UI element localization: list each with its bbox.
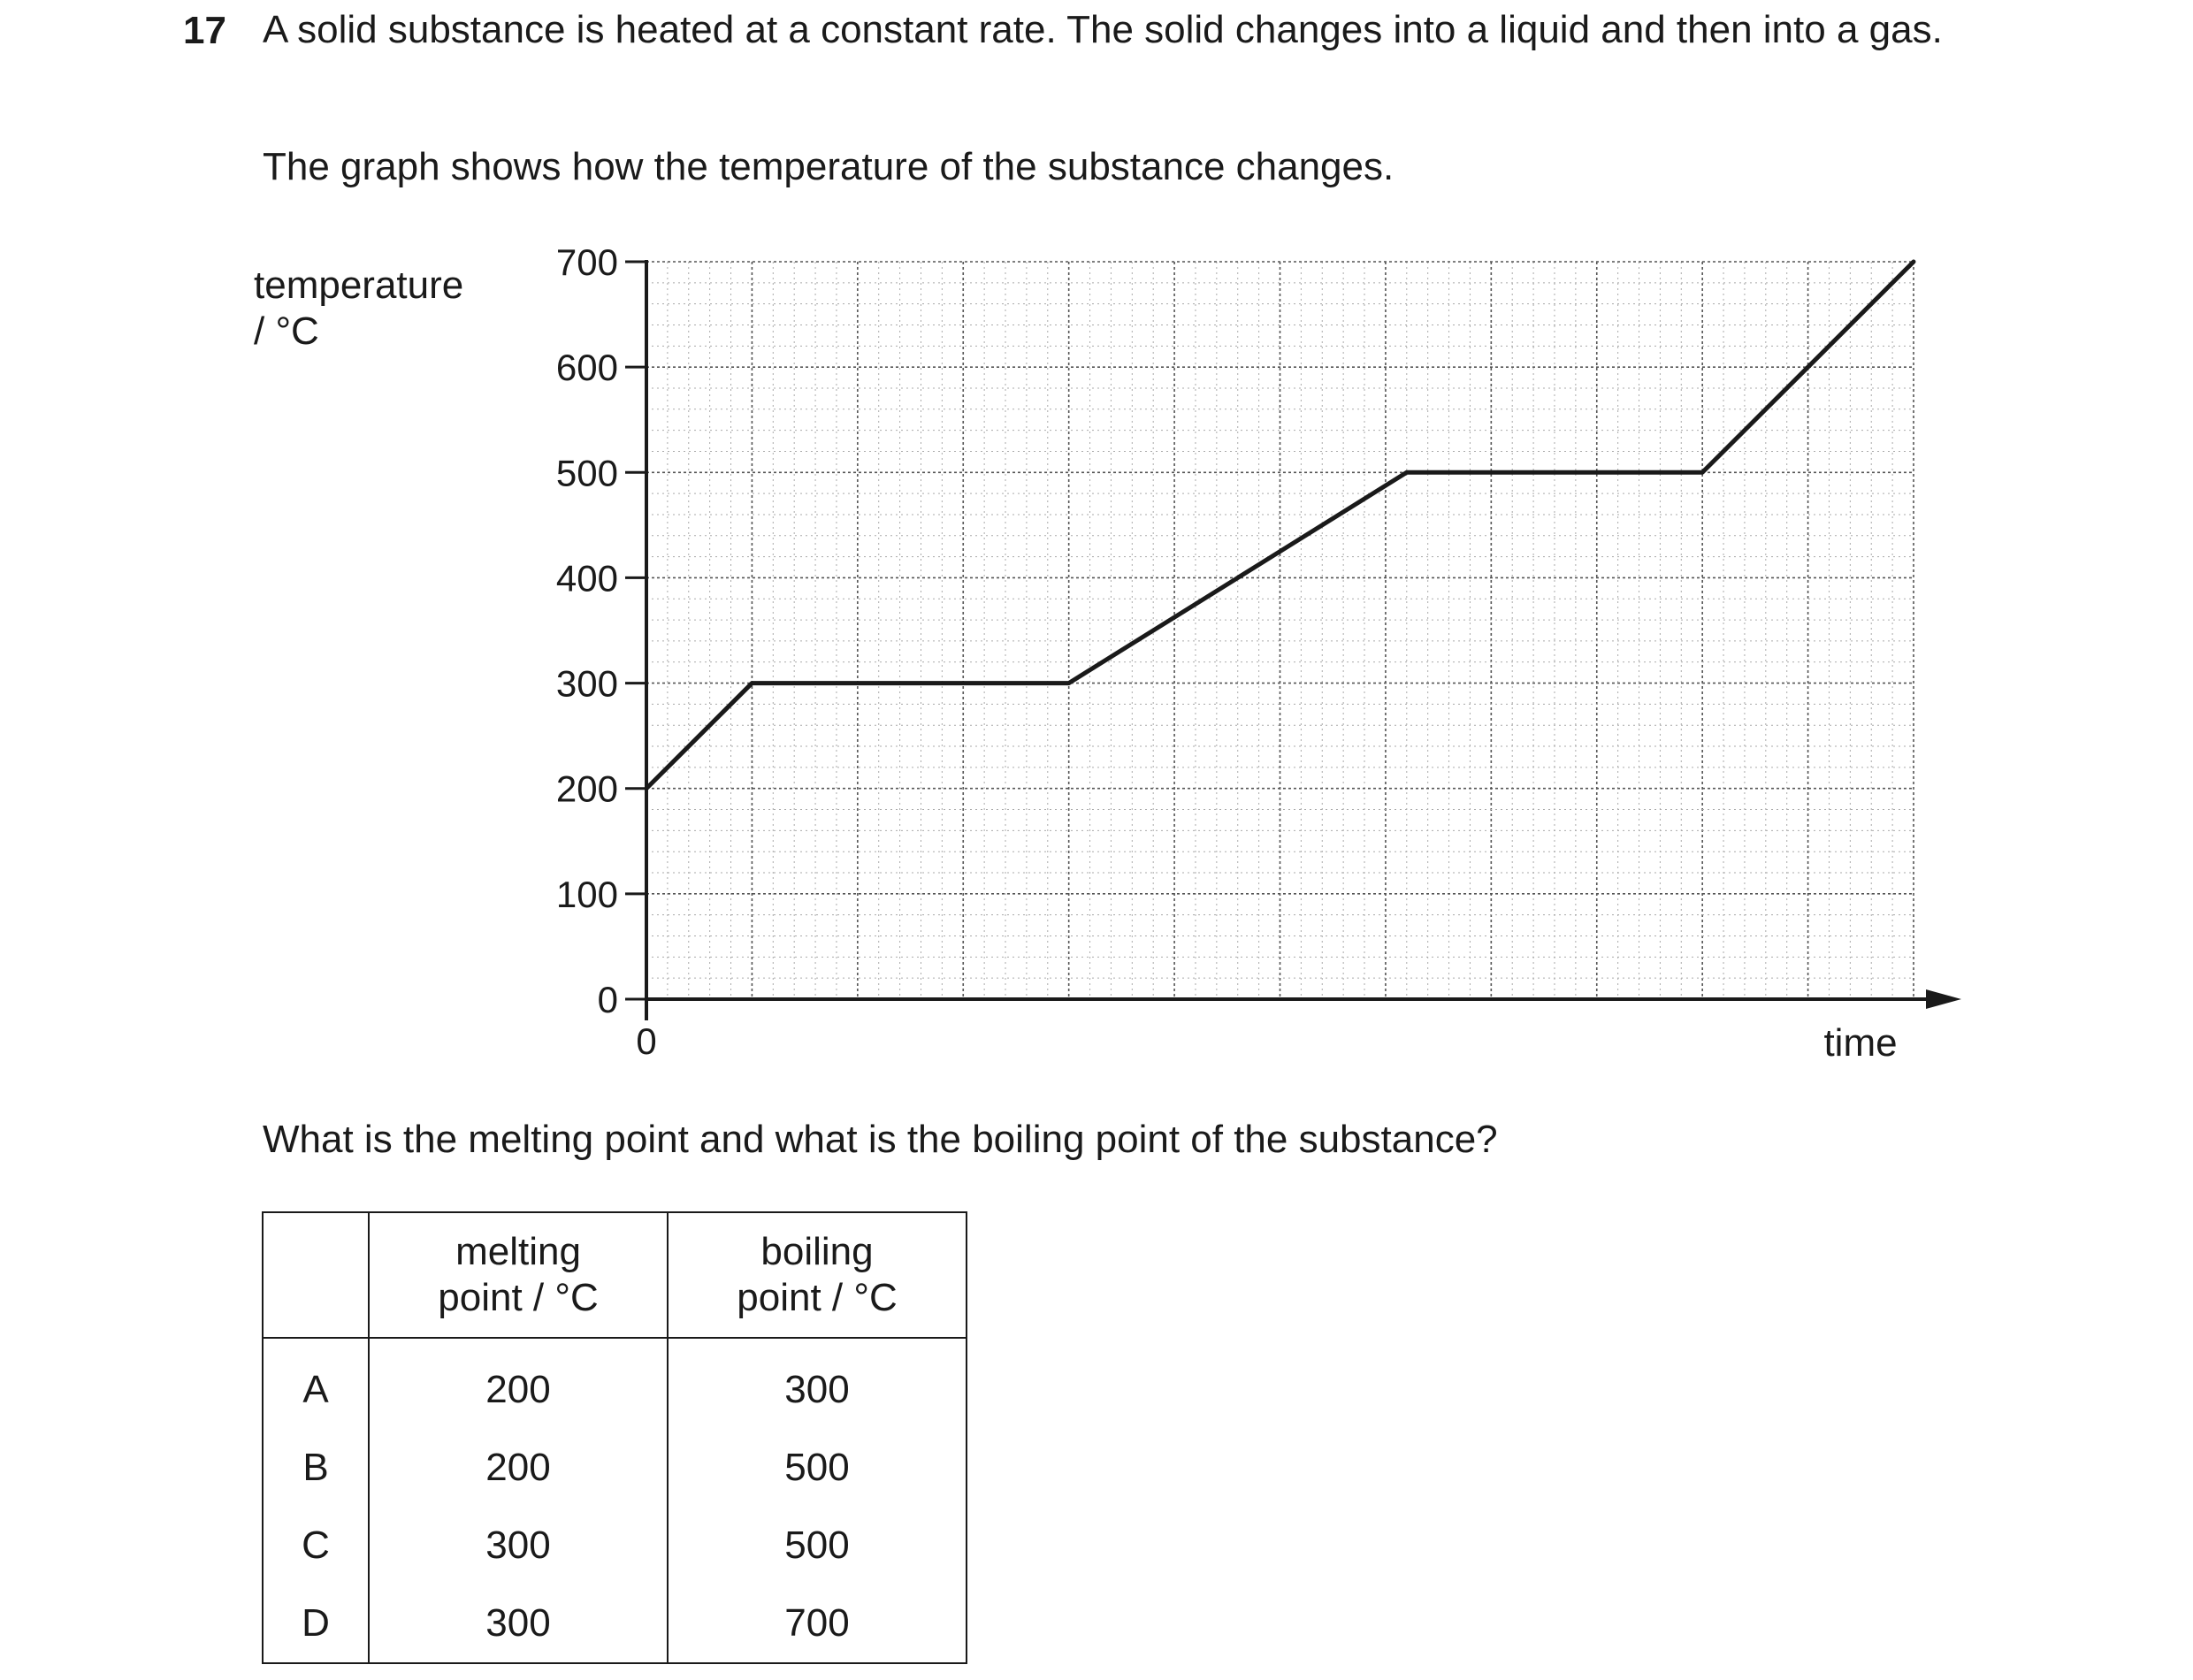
x-axis-title: time: [1823, 1021, 1898, 1065]
y-tick-label: 700: [555, 241, 618, 283]
option-boiling-value: 300: [668, 1338, 967, 1429]
y-tick-label: 200: [555, 767, 618, 810]
option-letter: B: [263, 1429, 369, 1507]
option-boiling-value: 700: [668, 1585, 967, 1663]
y-tick-label: 0: [597, 979, 618, 1020]
question-prompt: What is the melting point and what is the boiling point of the substance?: [263, 1118, 1498, 1161]
graph-intro: The graph shows how the temperature of the substance changes.: [263, 145, 1395, 188]
answer-option-d[interactable]: [263, 1585, 967, 1663]
chart-axes: [645, 260, 1961, 1020]
answer-option-b[interactable]: [263, 1429, 967, 1507]
option-letter: D: [263, 1585, 369, 1663]
y-tick-label: 500: [555, 452, 618, 494]
answer-table-header: [263, 1212, 967, 1338]
y-tick-label: 400: [555, 557, 618, 599]
chart-grid: [646, 262, 1914, 999]
option-melting-value: 300: [369, 1585, 668, 1663]
header-boiling-line2: point / °C: [737, 1276, 898, 1319]
header-boiling-point: [668, 1212, 967, 1338]
header-melting-point: [369, 1212, 668, 1338]
question-number: 17: [183, 9, 226, 52]
chart-ticks: [556, 241, 1898, 1065]
option-letter: A: [263, 1338, 369, 1429]
y-tick-label: 300: [555, 662, 618, 705]
x-tick-label: 0: [636, 1020, 657, 1062]
y-tick-label: 100: [555, 873, 618, 915]
y-axis-title-line2: / °C: [254, 309, 319, 353]
option-boiling-value: 500: [668, 1507, 967, 1585]
y-axis-title-line1: temperature: [254, 263, 464, 307]
option-letter: C: [263, 1507, 369, 1585]
header-blank: [263, 1212, 369, 1338]
answer-option-c[interactable]: [263, 1507, 967, 1585]
option-boiling-value: 500: [668, 1429, 967, 1507]
header-boiling-line1: boiling: [760, 1230, 874, 1273]
question-text: A solid substance is heated at a constant rate. The solid changes into a liquid and then into a gas.: [263, 8, 1943, 51]
y-tick-label: 600: [555, 347, 618, 389]
x-axis-arrowhead: [1926, 989, 1961, 1009]
answer-table: [262, 1211, 967, 1664]
answer-option-a[interactable]: [263, 1338, 967, 1429]
option-melting-value: 300: [369, 1507, 668, 1585]
option-melting-value: 200: [369, 1338, 668, 1429]
header-melting-line1: melting: [455, 1230, 581, 1273]
option-melting-value: 200: [369, 1429, 668, 1507]
header-melting-line2: point / °C: [438, 1276, 599, 1319]
